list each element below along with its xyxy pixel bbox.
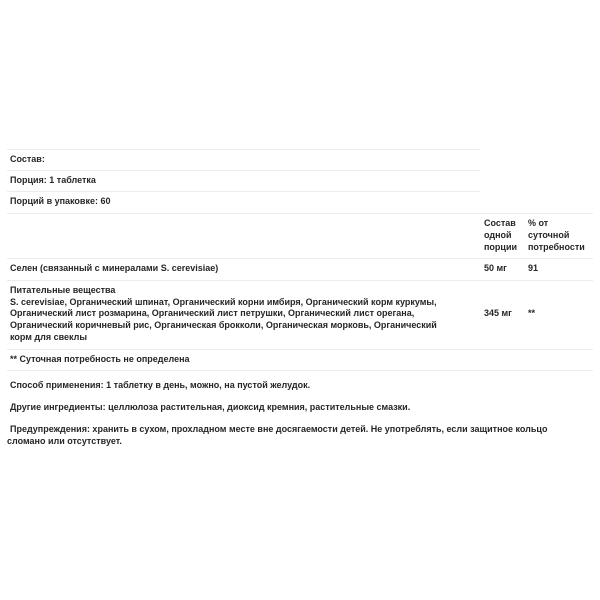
- usage-instructions: Способ применения: 1 таблетку в день, можно, на пустой желудок.: [10, 380, 311, 390]
- nutrient-amount: 345 мг: [484, 308, 512, 318]
- divider: [7, 370, 593, 371]
- divider: [7, 280, 593, 281]
- nutrient-name-line: корм для свеклы: [10, 332, 88, 342]
- divider: [7, 258, 593, 259]
- servings-per-container: Порций в упаковке: 60: [10, 196, 111, 206]
- warnings-line: Предупреждения: хранить в сухом, прохладном месте вне досягаемости детей. Не употреблять, если защитное кольцо: [10, 424, 548, 434]
- divider: [7, 213, 593, 214]
- composition-title: Состав:: [10, 154, 45, 164]
- warnings-line: сломано или отсутствует.: [7, 436, 122, 446]
- divider: [7, 349, 593, 350]
- nutrient-name-line: S. cerevisiae, Органический шпинат, Органический корни имбиря, Органический корм куркумы,: [10, 297, 437, 307]
- dv-header-line: суточной: [528, 230, 570, 240]
- amount-header-line: порции: [484, 242, 518, 252]
- divider: [7, 170, 480, 171]
- divider: [7, 191, 480, 192]
- nutrient-name-line: Органический коричневый рис, Органическая брокколи, Органическая морковь, Органический: [10, 320, 437, 330]
- table-footnote: ** Суточная потребность не определена: [10, 354, 190, 364]
- dv-header-line: % от: [528, 218, 549, 228]
- dv-header-line: потребности: [528, 242, 585, 252]
- nutrient-name-title: Питательные вещества: [10, 285, 116, 295]
- nutrient-amount: 50 мг: [484, 263, 507, 273]
- nutrient-name: Селен (связанный с минералами S. cerevisiae): [10, 263, 219, 273]
- amount-header-line: одной: [484, 230, 512, 240]
- nutrient-daily-value: 91: [528, 263, 539, 273]
- other-ingredients: Другие ингредиенты: целлюлоза растительная, диоксид кремния, растительные смазки.: [10, 402, 411, 412]
- amount-header-line: Состав: [484, 218, 516, 228]
- divider: [7, 149, 480, 150]
- nutrient-name-line: Органический лист розмарина, Органический лист петрушки, Органический лист орегана,: [10, 308, 415, 318]
- nutrient-daily-value: **: [528, 308, 536, 318]
- serving-size: Порция: 1 таблетка: [10, 175, 96, 185]
